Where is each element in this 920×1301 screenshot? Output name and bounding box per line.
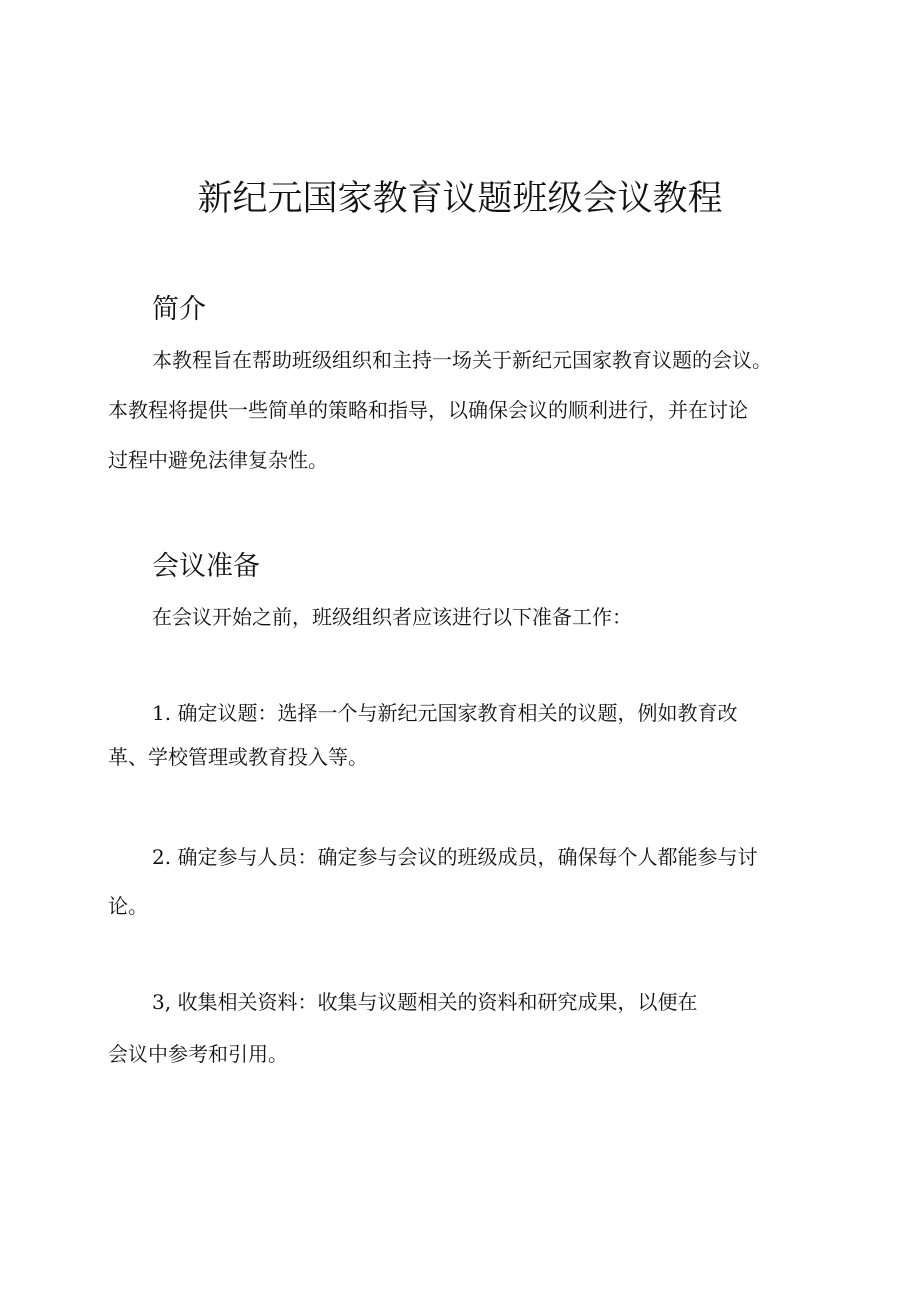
list-item-line: 2. 确定参与人员：确定参与会议的班级成员，确保每个人都能参与讨 xyxy=(152,845,758,869)
list-item-line: 1. 确定议题：选择一个与新纪元国家教育相关的议题，例如教育改 xyxy=(152,701,738,725)
section-heading-intro: 简介 xyxy=(152,294,206,325)
list-item-line: 3, 收集相关资料：收集与议题相关的资料和研究成果，以便在 xyxy=(152,990,698,1014)
list-item-line: 论。 xyxy=(108,894,148,918)
list-item-line: 革、学校管理或教育投入等。 xyxy=(108,745,368,769)
intro-line: 本教程将提供一些简单的策略和指导，以确保会议的顺利进行，并在讨论 xyxy=(108,398,748,422)
section-heading-preparation: 会议准备 xyxy=(152,551,260,582)
intro-line: 本教程旨在帮助班级组织和主持一场关于新纪元国家教育议题的会议。 xyxy=(152,348,772,372)
document-title: 新纪元国家教育议题班级会议教程 xyxy=(197,179,723,219)
intro-line: 过程中避免法律复杂性。 xyxy=(108,448,328,472)
list-item-line: 会议中参考和引用。 xyxy=(108,1042,288,1066)
preparation-lead: 在会议开始之前，班级组织者应该进行以下准备工作： xyxy=(152,605,632,629)
